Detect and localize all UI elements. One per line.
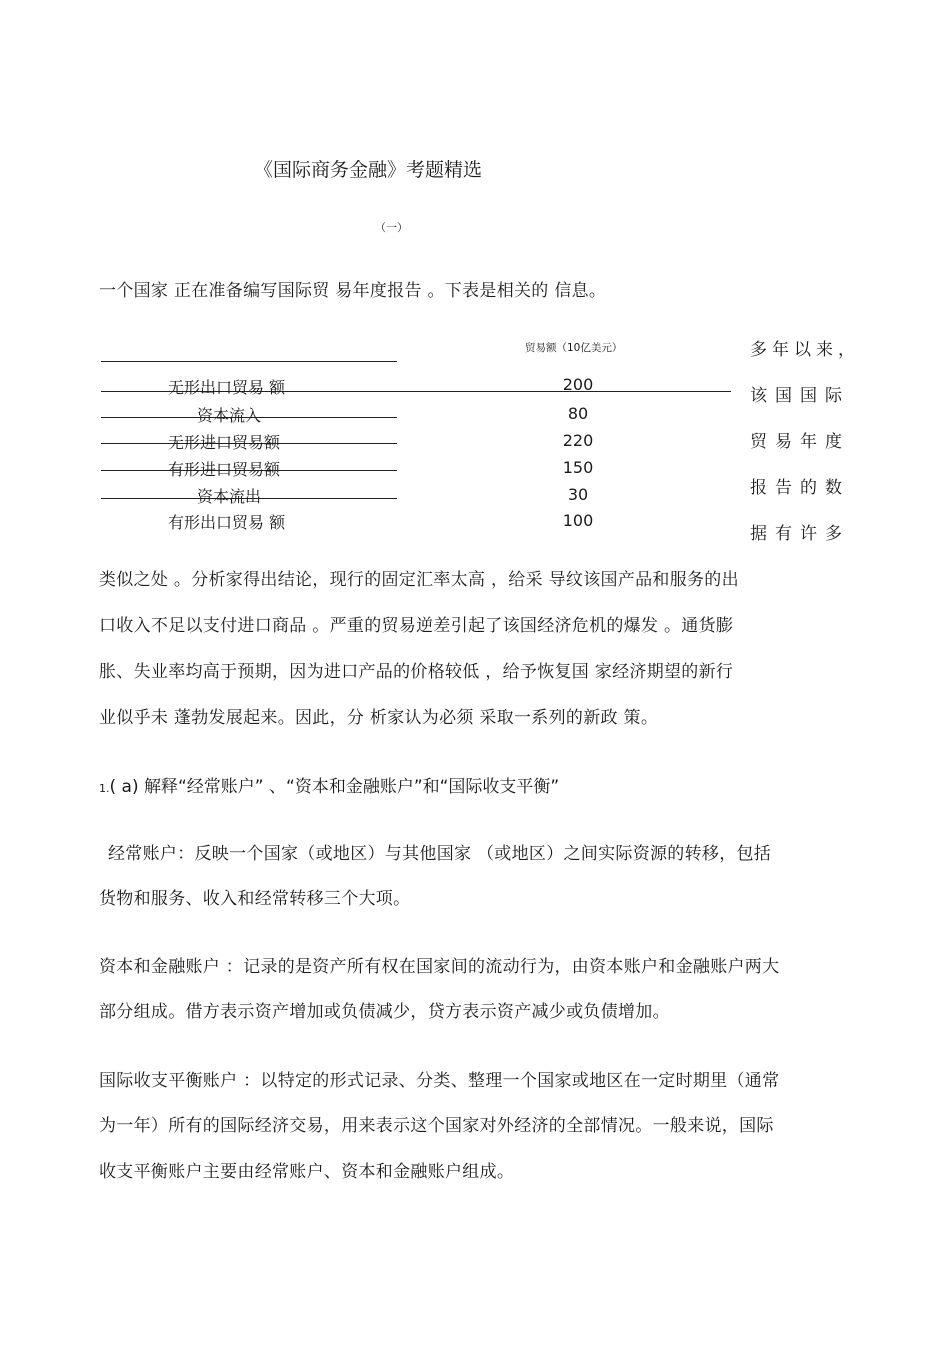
- answer-line: 资本和金融账户 ：记录的是资产所有权在国家间的流动行为，由资本账户和金融账户两大: [99, 957, 780, 977]
- answer-line: 收支平衡账户主要由经常账户、资本和金融账户组成。: [99, 1162, 515, 1182]
- table-row-value: 220: [562, 431, 594, 450]
- table-row-value: 150: [562, 458, 594, 477]
- table-header: 贸易额（10亿美元）: [525, 342, 623, 354]
- section-number: （一）: [375, 221, 408, 234]
- question-text: ( a) 解释“经常账户” 、“资本和金融账户”和“国际收支平衡”: [109, 777, 560, 797]
- paragraph-line: 胀、失业率均高于预期，因为进口产品的价格较低 ，给予恢复国 家经济期望的新行: [99, 662, 734, 682]
- answer-line: 部分组成。借方表示资产增加或负债减少，贷方表示资产减少或负债增加。: [99, 1002, 670, 1022]
- table-row-label: 有形进口贸易额: [168, 460, 281, 479]
- side-text-line: 多年以来，: [750, 340, 860, 360]
- paragraph-line: 口收入不足以支付进口商品 。严重的贸易逆差引起了该国经济危机的爆发 。通货膨: [99, 616, 734, 636]
- answer-line: 货物和服务、收入和经常转移三个大项。: [99, 889, 411, 909]
- table-row-label: 资本流入: [197, 406, 262, 425]
- side-text-line: 据有许多: [750, 524, 850, 544]
- question-heading: [99, 772, 559, 797]
- table-row-value: 80: [567, 404, 589, 423]
- table-row-label: 无形出口贸易 额: [168, 378, 286, 397]
- document-title: 《国际商务金融》考题精选: [254, 159, 483, 181]
- answer-line: 经常账户：反映一个国家（或地区）与其他国家 （或地区）之间实际资源的转移，包括: [108, 844, 772, 864]
- side-text-line: 报告的数: [750, 478, 850, 498]
- table-row-label: 无形进口贸易额: [168, 433, 281, 452]
- table-row-value: 100: [562, 511, 594, 530]
- paragraph-line: 类似之处 。分析家得出结论，现行的固定汇率太高 ，给采 导纹该国产品和服务的出: [99, 570, 739, 590]
- side-text-line: 该国国际: [750, 386, 850, 406]
- paragraph-line: 业似乎未 蓬勃发展起来。因此，分 析家认为必须 采取一系列的新政 策。: [99, 708, 659, 728]
- table-rule: [101, 361, 397, 362]
- question-number: 1.: [99, 782, 110, 795]
- table-row-value: 200: [562, 375, 594, 394]
- table-row-label: 资本流出: [197, 487, 262, 506]
- table-row-label: 有形出口贸易 额: [168, 513, 286, 532]
- table-row-value: 30: [567, 485, 589, 504]
- intro-paragraph: 一个国家 正在准备编写国际贸 易年度报告 。下表是相关的 信息。: [99, 281, 607, 301]
- side-text-line: 贸易年度: [750, 432, 850, 452]
- answer-line: 国际收支平衡账户 ：以特定的形式记录、分类、整理一个国家或地区在一定时期里（通常: [99, 1071, 780, 1091]
- answer-line: 为一年）所有的国际经济交易，用来表示这个国家对外经济的全部情况。一般来说，国际: [99, 1116, 774, 1136]
